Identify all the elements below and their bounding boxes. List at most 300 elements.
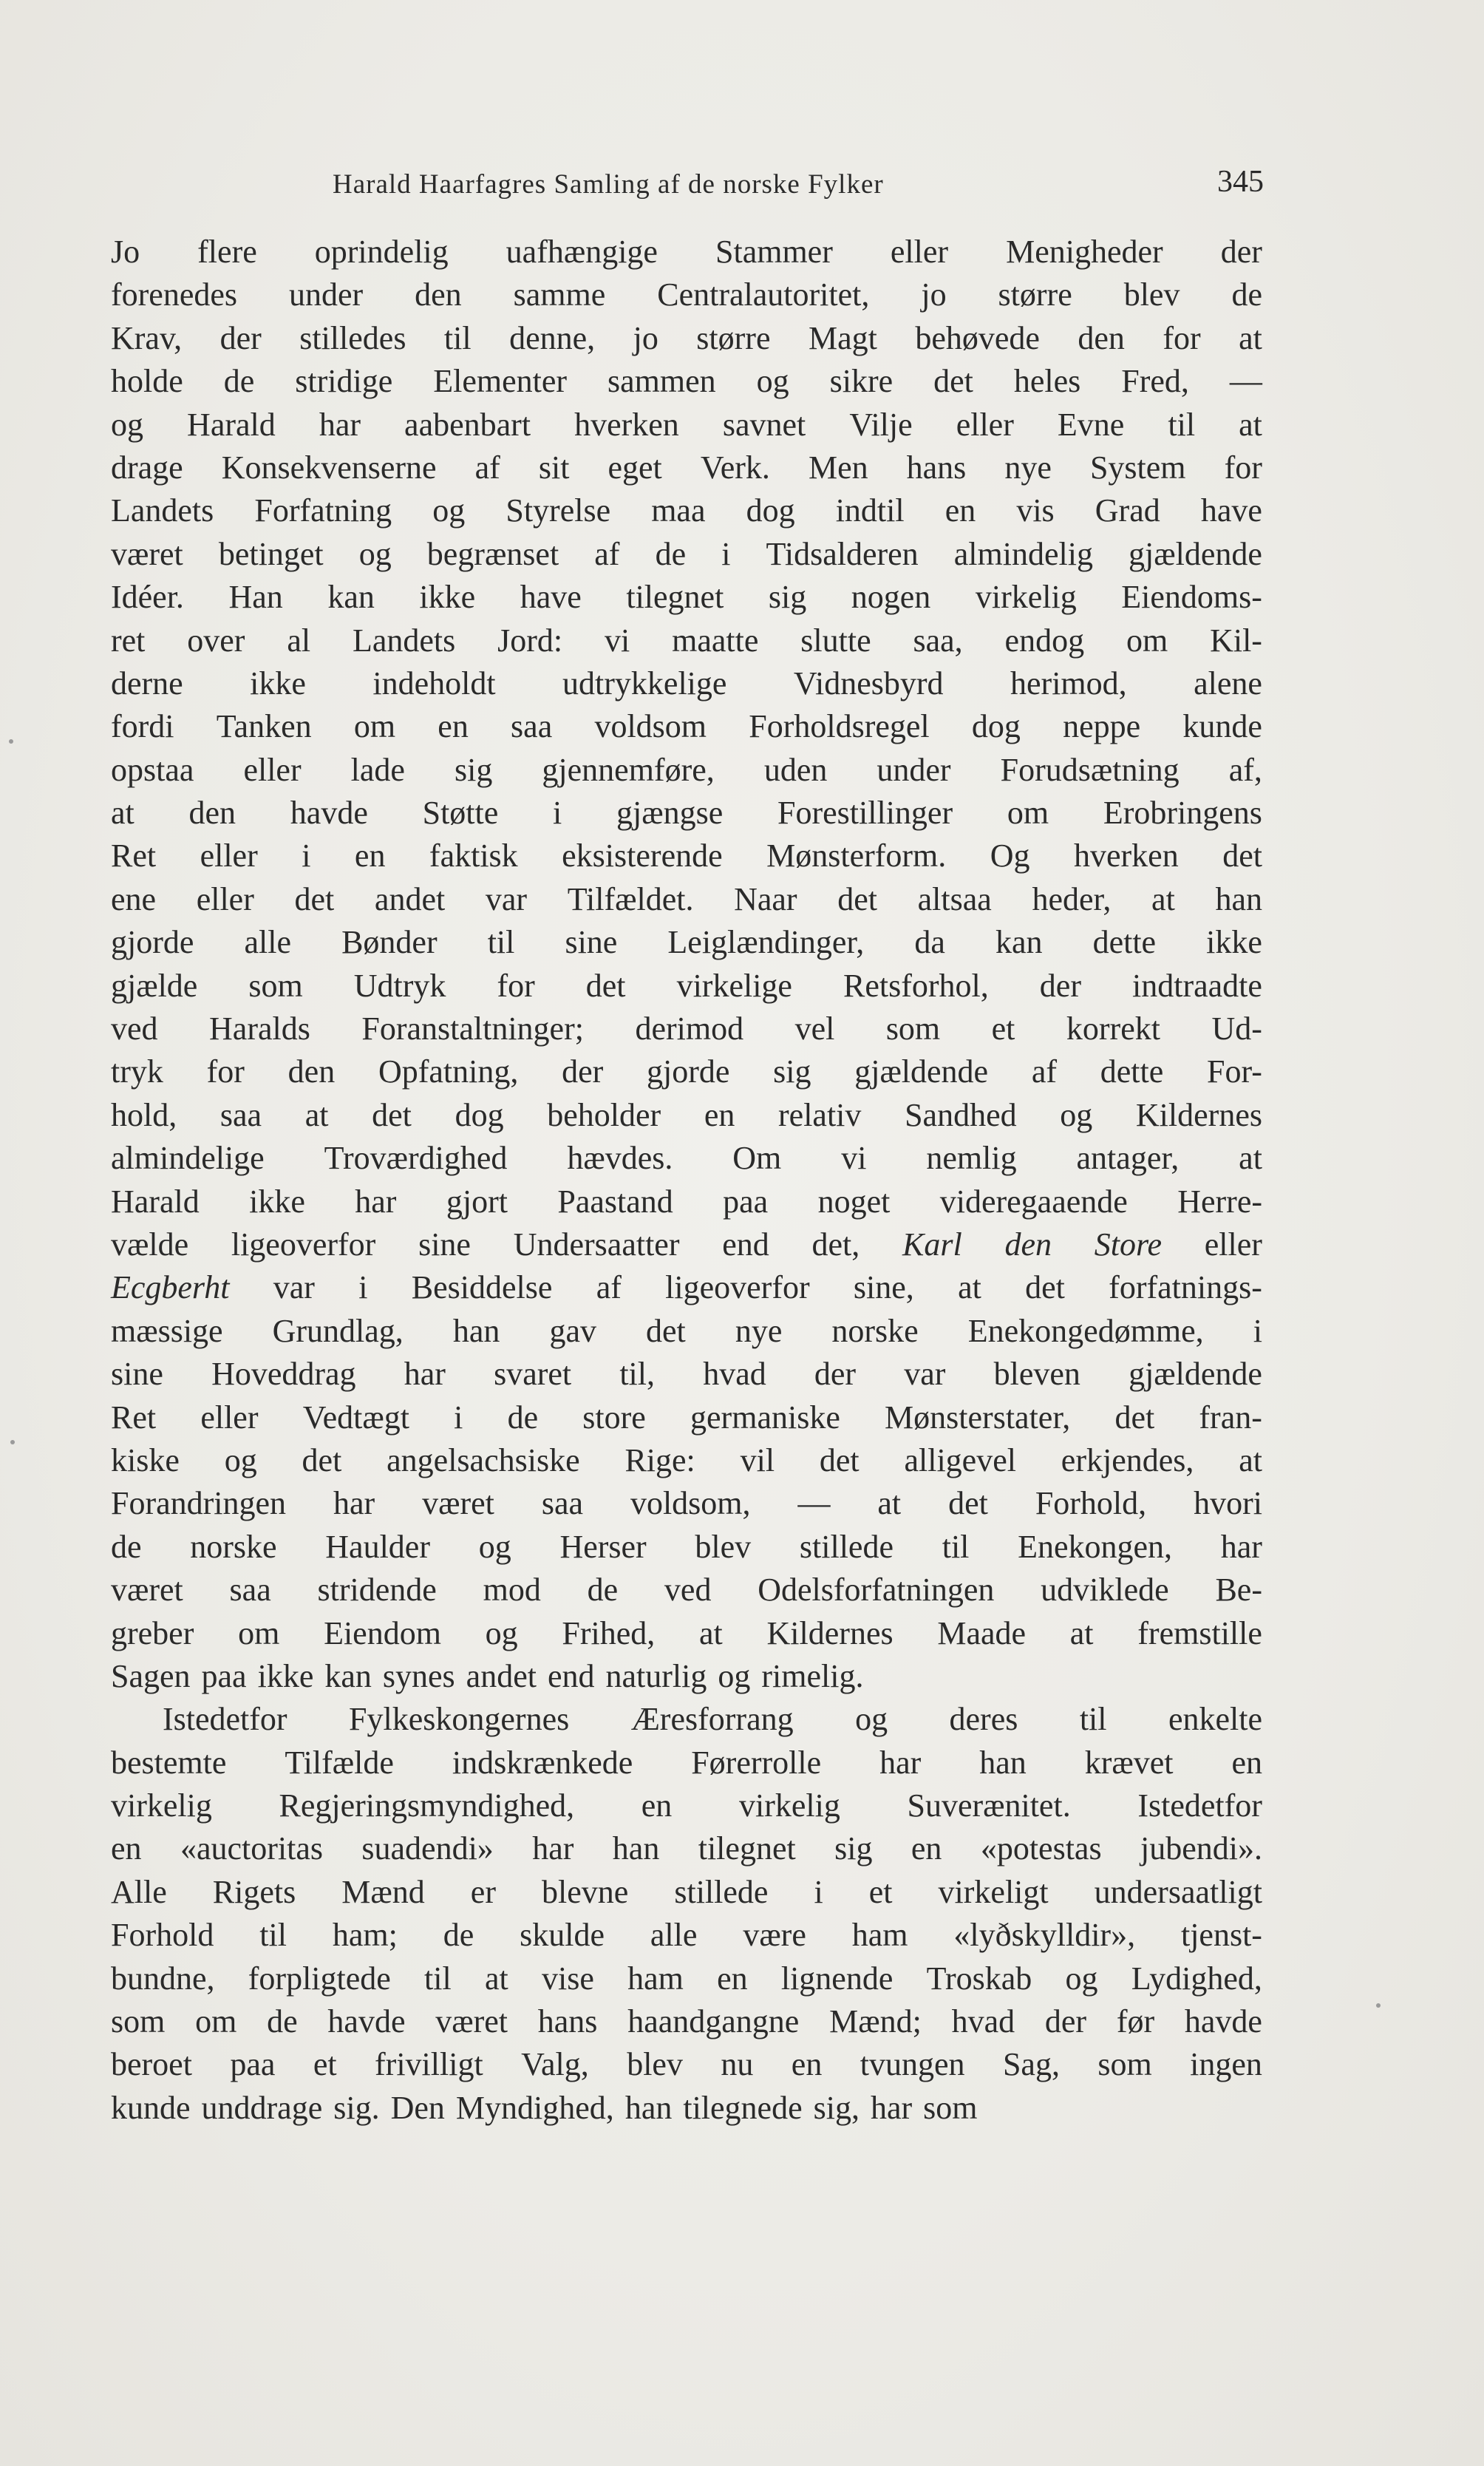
word: havde — [290, 795, 368, 832]
word: aabenbart — [404, 406, 531, 443]
word: Ret — [111, 1399, 157, 1436]
word: nemlig — [926, 1140, 1017, 1177]
word: til — [942, 1528, 970, 1565]
word: forfatnings- — [1109, 1269, 1262, 1306]
word: kan — [995, 924, 1043, 961]
word: en — [717, 1960, 748, 1997]
word: eksisterende — [562, 838, 723, 874]
word: Kil- — [1210, 622, 1262, 659]
word: Herser — [559, 1528, 647, 1565]
word: enkelte — [1168, 1701, 1262, 1738]
text-line — [111, 1223, 1262, 1266]
word: de — [655, 535, 687, 572]
word: sikre — [829, 363, 894, 400]
word: Krav, — [111, 319, 183, 356]
word: — — [1229, 363, 1262, 400]
word: dette — [1092, 924, 1157, 961]
word: tilegnet — [626, 579, 724, 616]
word: almindelige — [111, 1140, 265, 1177]
word: af — [594, 535, 620, 572]
word: havde — [327, 2003, 406, 2040]
word: stillede — [674, 1873, 769, 1910]
word: der — [219, 319, 262, 356]
word: af, — [1228, 751, 1262, 788]
word: Haulder — [325, 1528, 430, 1565]
word: en — [438, 708, 469, 745]
word: at — [484, 1960, 508, 1997]
text-line — [111, 1612, 1262, 1655]
word: herimod, — [1010, 665, 1127, 702]
word: germaniske — [690, 1399, 840, 1436]
word: en — [1231, 1744, 1262, 1781]
word: gjorde — [647, 1053, 730, 1090]
word: naturlig — [605, 1657, 707, 1694]
text-line — [111, 446, 1262, 489]
word: Evne — [1057, 406, 1125, 443]
word: og — [1065, 1960, 1098, 1997]
word: af — [596, 1269, 622, 1306]
word: vel — [794, 1010, 835, 1047]
word: skulde — [520, 1917, 605, 1954]
word: var — [273, 1269, 315, 1306]
word: vis — [1016, 492, 1055, 529]
word: andet — [374, 880, 446, 917]
word: Hoveddrag — [211, 1356, 356, 1393]
paper-speck — [1376, 2003, 1381, 2008]
word: heles — [1013, 363, 1081, 400]
word: neppe — [1063, 708, 1141, 745]
word: mæssige — [111, 1312, 223, 1349]
word: rimelig. — [761, 1657, 864, 1694]
word: virkelig — [111, 1787, 212, 1824]
word: opstaa — [111, 751, 194, 788]
word: svaret — [494, 1356, 572, 1393]
body-text — [111, 231, 1262, 2130]
text-line — [111, 878, 1262, 921]
word: har — [879, 1744, 922, 1781]
word: Landets — [111, 492, 214, 529]
word: altsaa — [917, 880, 992, 917]
word: tilegnede — [683, 2089, 803, 2126]
word: været — [111, 1572, 183, 1609]
word: har — [355, 1183, 397, 1220]
word: ved — [664, 1572, 712, 1609]
word: tilegnet — [698, 1830, 796, 1867]
text-line — [111, 1137, 1262, 1180]
word: have — [1200, 492, 1262, 529]
word: de — [111, 1528, 142, 1565]
word: eget — [607, 449, 662, 486]
word: var — [485, 880, 528, 917]
word: gav — [549, 1312, 596, 1349]
text-line — [111, 835, 1262, 877]
word: ene — [111, 880, 157, 917]
word: Maade — [937, 1614, 1027, 1651]
word: Harald — [187, 406, 276, 443]
word: derimod — [635, 1010, 744, 1047]
word: virkeligt — [938, 1873, 1049, 1910]
word: stridige — [295, 363, 393, 400]
page-header — [111, 164, 1264, 208]
word: — — [797, 1485, 831, 1522]
word: gjældende — [854, 1053, 989, 1090]
word: Erobringens — [1103, 795, 1262, 832]
word: for — [497, 967, 535, 1004]
word: sig, — [813, 2089, 860, 2126]
word: sine — [111, 1356, 163, 1393]
word: da — [914, 924, 945, 961]
word: slutte — [800, 622, 871, 659]
word: saa, — [913, 622, 963, 659]
word: i — [302, 838, 311, 874]
word: Æresforrang — [630, 1701, 794, 1738]
word: der — [1039, 967, 1081, 1004]
word: Retsforhol, — [843, 967, 989, 1004]
word: lade — [350, 751, 405, 788]
text-line — [111, 1310, 1262, 1353]
word: Istedetfor — [163, 1701, 287, 1738]
word: undersaatligt — [1094, 1873, 1262, 1910]
word: eller — [956, 406, 1014, 443]
word: dog — [971, 708, 1021, 745]
word: «auctoritas — [180, 1830, 323, 1867]
word: nye — [735, 1312, 783, 1349]
word: Sandhed — [905, 1096, 1017, 1133]
word: sig — [773, 1053, 811, 1090]
word: Vidnesbyrd — [793, 665, 944, 702]
word: drage — [111, 449, 183, 486]
word: jubendi». — [1140, 1830, 1262, 1867]
word: en — [354, 838, 386, 874]
text-line — [111, 792, 1262, 835]
word: vi — [841, 1140, 867, 1177]
word: oprindelig — [314, 234, 449, 270]
word: holde — [111, 363, 183, 400]
word: suadendi» — [361, 1830, 494, 1867]
word: paa — [723, 1183, 769, 1220]
word: voldsom, — [630, 1485, 751, 1522]
text-line — [111, 1050, 1262, 1093]
word: Leiglændinger, — [667, 924, 865, 961]
word: jo — [921, 276, 947, 313]
word: og — [224, 1441, 257, 1478]
word: Regjeringsmyndighed, — [279, 1787, 575, 1824]
word: større — [998, 276, 1072, 313]
word: Paastand — [557, 1183, 673, 1220]
word: vise — [541, 1960, 594, 1997]
word: ham — [627, 1960, 684, 1997]
word: Tilfælde — [285, 1744, 394, 1781]
word: Den — [390, 2089, 445, 2126]
word: tvungen — [860, 2046, 965, 2083]
word: alle — [244, 924, 291, 961]
word: en — [791, 2046, 823, 2083]
word: Tanken — [216, 708, 312, 745]
word: havde — [1184, 2003, 1262, 2040]
word: Mønsterform. — [766, 838, 947, 874]
word: sig — [834, 1830, 873, 1867]
word: Tilfældet. — [567, 880, 694, 917]
word: hvori — [1194, 1485, 1262, 1522]
word: Forhold, — [1035, 1485, 1147, 1522]
word: Centralautoritet, — [657, 276, 870, 313]
word: samme — [513, 276, 606, 313]
word: eller — [890, 234, 949, 270]
word: Jord: — [497, 622, 563, 659]
word: gjængse — [616, 795, 724, 832]
word: lignende — [780, 1960, 894, 1997]
word: hans — [906, 449, 967, 486]
word: Troskab — [926, 1960, 1032, 1997]
word: de — [443, 1917, 474, 1954]
word: i — [721, 535, 731, 572]
word: forpligtede — [248, 1960, 391, 1997]
word: nye — [1004, 449, 1052, 486]
word: flere — [197, 234, 257, 270]
word: Førerrolle — [691, 1744, 822, 1781]
word: Fred, — [1121, 363, 1189, 400]
word: derne — [111, 665, 183, 702]
text-line — [111, 1439, 1262, 1482]
word: til — [424, 1960, 452, 1997]
word: blev — [1123, 276, 1180, 313]
word: han — [979, 1744, 1027, 1781]
text-line — [111, 1742, 1262, 1784]
word: til — [259, 1917, 287, 1954]
word: det — [1222, 838, 1262, 874]
word: og — [478, 1528, 511, 1565]
word: været — [435, 2003, 508, 2040]
word: Rigets — [212, 1873, 296, 1910]
word: haandgangne — [627, 2003, 800, 2040]
word: blevne — [542, 1873, 629, 1910]
word: en — [944, 492, 976, 529]
word: i — [814, 1873, 823, 1910]
word: saa — [511, 708, 553, 745]
word: Herre- — [1177, 1183, 1262, 1220]
text-line — [111, 533, 1262, 576]
text-line — [111, 749, 1262, 792]
word: har — [532, 1830, 574, 1867]
word: ret — [111, 622, 146, 659]
word: og — [358, 535, 392, 572]
word: Undersaatter — [513, 1226, 680, 1263]
text-line — [111, 317, 1262, 360]
word: om — [195, 2003, 237, 2040]
word: Be- — [1215, 1572, 1262, 1609]
word: Men — [808, 449, 868, 486]
word: det — [837, 880, 877, 917]
word: indeholdt — [372, 665, 496, 702]
word: ikke — [257, 1657, 314, 1694]
word: i — [1253, 1312, 1262, 1349]
word: Enekongen, — [1018, 1528, 1173, 1565]
word: et — [991, 1010, 1015, 1047]
word: og — [485, 1614, 518, 1651]
word: beholder — [547, 1096, 661, 1133]
word: der — [1220, 234, 1262, 270]
word: hold, — [111, 1096, 177, 1133]
word: der — [562, 1053, 604, 1090]
word: blev — [695, 1528, 752, 1565]
text-line — [111, 360, 1262, 403]
text-line — [111, 1266, 1262, 1309]
word: Sag, — [1002, 2046, 1060, 2083]
word: erkjendes, — [1061, 1441, 1194, 1478]
word: begrænset — [426, 535, 559, 572]
word: under — [288, 276, 364, 313]
word: bestemte — [111, 1744, 227, 1781]
word: for — [1224, 449, 1262, 486]
word: om — [238, 1614, 280, 1651]
word: at — [1151, 880, 1175, 917]
text-line — [111, 1526, 1262, 1569]
text-line — [111, 2087, 1262, 2130]
word: dette — [1100, 1053, 1164, 1090]
text-line — [111, 1957, 1262, 2000]
word: heder, — [1032, 880, 1112, 917]
word: han — [1215, 880, 1262, 917]
word: gjældende — [1129, 1356, 1262, 1393]
word: og — [111, 406, 143, 443]
word: en — [911, 1830, 942, 1867]
word: det — [294, 880, 335, 917]
word: Troværdighed — [324, 1140, 508, 1177]
word: forenedes — [111, 276, 238, 313]
word: saa — [219, 1096, 262, 1133]
word: et — [868, 1873, 893, 1910]
word: om — [1007, 795, 1049, 832]
word: af — [474, 449, 500, 486]
word: har — [333, 1485, 375, 1522]
word: gjort — [446, 1183, 508, 1220]
paper-speck — [9, 739, 13, 744]
word: ligeoverfor — [231, 1226, 376, 1263]
word: er — [470, 1873, 496, 1910]
word: stillede — [799, 1528, 894, 1565]
text-line — [111, 1871, 1262, 1914]
word: store — [582, 1399, 646, 1436]
word: under — [877, 751, 951, 788]
word: har — [870, 2089, 913, 2126]
paper-speck — [10, 1440, 15, 1444]
word: vil — [740, 1441, 775, 1478]
text-line — [111, 1569, 1262, 1611]
word: dog — [746, 492, 795, 529]
word: Rige: — [624, 1441, 695, 1478]
word: indtil — [835, 492, 905, 529]
word: noget — [817, 1183, 891, 1220]
word: Store — [1094, 1226, 1163, 1263]
word: ikke — [419, 579, 476, 616]
word: hvad — [703, 1356, 766, 1393]
word: Landets — [352, 622, 456, 659]
word: for — [1163, 319, 1201, 356]
text-line — [111, 1827, 1262, 1870]
word: voldsom — [594, 708, 707, 745]
word: som — [1097, 2046, 1152, 2083]
word: Ret — [111, 838, 157, 874]
word: gjældende — [1129, 535, 1262, 572]
word: endog — [1004, 622, 1085, 659]
word: som — [248, 967, 303, 1004]
text-line — [111, 1482, 1262, 1525]
word: Menigheder — [1006, 234, 1163, 270]
word: han — [624, 2089, 673, 2126]
word: Ud- — [1211, 1010, 1262, 1047]
word: kiske — [111, 1441, 180, 1478]
word: Foranstaltninger; — [361, 1010, 584, 1047]
word: fordi — [111, 708, 174, 745]
word: større — [696, 319, 771, 356]
word: det — [372, 1096, 412, 1133]
word: Forhold — [111, 1917, 214, 1954]
word: de — [507, 1399, 539, 1436]
word: Jo — [111, 234, 140, 270]
word: de — [1231, 276, 1262, 313]
word: hverken — [574, 406, 679, 443]
word: gjennemføre, — [542, 751, 715, 788]
word: Udtryk — [353, 967, 446, 1004]
word: sig — [768, 579, 807, 616]
word: der — [1044, 2003, 1087, 2040]
word: synes — [382, 1657, 455, 1694]
text-line — [111, 576, 1262, 619]
word: det — [819, 1441, 860, 1478]
word: at — [1239, 406, 1262, 443]
word: hverken — [1074, 838, 1179, 874]
text-line — [111, 1698, 1262, 1741]
word: et — [313, 2046, 337, 2083]
word: være — [743, 1917, 806, 1954]
word: som — [923, 2089, 978, 2126]
word: Han — [228, 579, 283, 616]
word: en — [111, 1830, 142, 1867]
word: maa — [651, 492, 706, 529]
word: Forestillinger — [777, 795, 953, 832]
word: eller — [1204, 1226, 1262, 1263]
word: al — [287, 622, 311, 659]
word: og — [855, 1701, 888, 1738]
word: virkelig — [975, 579, 1077, 616]
running-title: Harald Haarfagres Samling af de norske Fylker — [333, 169, 884, 200]
word: ved — [111, 1010, 158, 1047]
text-line — [111, 489, 1262, 532]
word: uden — [763, 751, 828, 788]
word: tryk — [111, 1053, 163, 1090]
word: Vilje — [849, 406, 913, 443]
word: saa — [229, 1572, 271, 1609]
word: til — [443, 319, 472, 356]
word: kunde — [1182, 708, 1262, 745]
word: Eiendom — [324, 1614, 441, 1651]
word: at — [699, 1614, 723, 1651]
word: virkelig — [738, 1787, 840, 1824]
word: over — [187, 622, 245, 659]
word: det — [1025, 1269, 1065, 1306]
word: de — [587, 1572, 619, 1609]
word: ligeoverfor — [665, 1269, 810, 1306]
word: udtrykkelige — [562, 665, 727, 702]
word: bleven — [993, 1356, 1080, 1393]
word: kan — [324, 1657, 372, 1694]
word: som — [885, 1010, 941, 1047]
word: det — [1114, 1399, 1155, 1436]
word: jo — [633, 319, 658, 356]
word: «potestas — [980, 1830, 1102, 1867]
word: hans — [537, 2003, 598, 2040]
word: alene — [1194, 665, 1262, 702]
